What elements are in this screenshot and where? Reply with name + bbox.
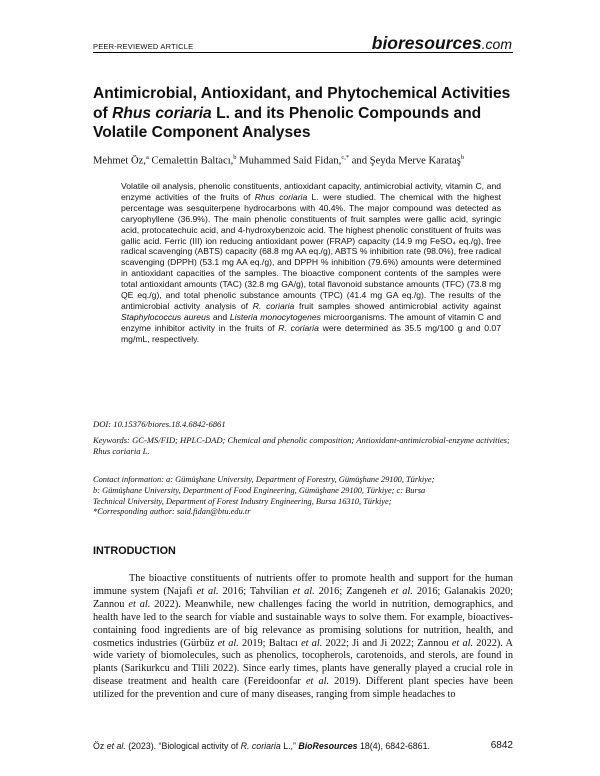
abstract [121,181,501,345]
abstract-species: Staphylococcus aureus [121,311,211,322]
abstract-species: Rhus coriaria [254,191,308,202]
intro-text: 2022; Ji and Ji 2022; Zannou [322,637,452,649]
section-heading-introduction: INTRODUCTION [93,545,176,557]
abstract-species: R. coriaria [252,300,295,311]
intro-text: 2022). A wide variety of biomolecules, such as phenolics, tocopherols, carotenoids, and sterols, are found in plants (Sarikurkcu and Tlili 2022). Since early times, plants have generally played a crucial role in disease treatment and health care (Fereidoonfar [93,637,513,688]
keywords: Keywords: GC-MS/FID; HPLC-DAD; Chemical and phenolic composition; Antioxidant-antimicrobial-enzyme activities; Rhus coriaria L. [93,435,510,456]
page-footer [93,741,513,751]
contact-line: Contact information: a: Gümüşhane University, Department of Forestry, Gümüşhane 29100, Türkiye; [93,475,435,484]
brand-suffix: .com [481,36,512,52]
abstract-text: fruit samples showed antimicrobial activity against [294,300,501,311]
contact-information [93,475,513,518]
footer-citation: 18(4), 6842-6861. [357,741,430,751]
footer-citation: L.,” [280,741,299,751]
contact-line: Technical University, Department of Forest Industry Engineering, Bursa 16310, Türkiye; [93,496,392,506]
intro-text: The bioactive constituents of nutrients offer to promote health and support for the human immune system (Najafi [93,573,513,597]
citation-etal: et al. [196,585,219,597]
footer-citation: Öz [93,741,107,751]
citation-etal: et al. [451,637,474,649]
footer-citation: et al. [106,741,126,751]
citation-etal: et al. [305,676,330,688]
intro-text: 2016; Tahvilian [218,585,293,597]
intro-text: 2022). Meanwhile, new challenges facing the world in nutrition, demographics, and health have led to the search for viable and sustainable ways to solve them. For example, bioactives-containing food ingredients are of big relevance as promising solutions for nutrition, health, and cosmetics industries (Gürbüz [93,598,514,649]
author-3-affil: c,* [341,154,350,161]
abstract-text: were determined as 35.5 mg/100 g and 0.07 mg/mL, respectively. [121,322,501,344]
intro-text: 2016; Galanakis 2020; Zannou [93,585,514,610]
introduction-paragraph [93,573,513,702]
citation-etal: et al. [292,585,315,597]
title-line1: Antimicrobial, Antioxidant, and Phytochemical Activities [93,85,511,102]
intro-text: 2016; Zangeneh [314,585,391,597]
author-2: Cemalettin Baltacı, [148,155,234,167]
citation-etal: et al. [301,637,323,649]
author-4-affil: b [460,154,465,161]
title-line3: Volatile Component Analyses [93,124,311,141]
abstract-text: Volatile oil analysis, phenolic constituents, antioxidant capacity, antimicrobial activity, vitamin C, and enzyme activities of the fruits of [121,181,501,202]
author-3: Muhammed Said Fidan, [236,155,342,167]
citation-etal: et al. [390,585,413,597]
intro-text: 2019). Different plant species have been utilized for the prevention and cure of many diseases, ranging from simple headaches to [93,676,513,701]
intro-text: 2019; Baltacı [238,637,302,649]
author-4: and Şeyda Merve Karataş [349,155,461,167]
running-header-label: PEER-REVIEWED ARTICLE [93,42,194,51]
abstract-text: microorganisms. The amount of vitamin C and enzyme inhibitor activity in the fruits of [121,311,502,333]
article-title [93,84,533,143]
abstract-text: L. were studied. The chemical with the highest percentage was sesquiterpene hydrocarbons with 40.4%. The major compound was detected as caryophyllene (36.9%). The main phenolic constituents of fruit samples were gallic acid, syringic acid, protocatechuic acid, and 4-hydroxybenzoic acid. The highest phenolic constituent of fruits was gallic acid. Ferric (III) ion reducing antioxidant power (FRAP) capacity (14.9 mg FeSO₄ eq./g), free radical scavenging (ABTS) capacity (68.8 mg AA eq./g), ABTS % inhibition rate (98.0%), free radical scavenging (DPPH) (53.1 mg AA eq./g), and DPPH % inhibition (79.6%) amounts were determined in antioxidant capacities of the samples. The bioactive component contents of the samples were total antioxidant amounts (TAC) (32.8 mg GA/g), total flavonoid substance amounts (TFC) (73.8 mg QE eq./g), and total phenolic substance amounts (TPC) (41.4 mg GA eq./g). The results of the antimicrobial activity analysis of [121,191,502,311]
abstract-species: Listeria monocytogenes [229,311,321,322]
contact-line: b: Gümüşhane University, Department of Food Engineering, Gümüşhane 29100, Türkiye; c: Bursa [93,485,426,495]
author-1: Mehmet Öz, [93,155,146,167]
title-line2-post: L. and its Phenolic Compounds and [211,104,482,122]
title-species: Rhus coriaria [112,104,212,122]
citation-etal: et al. [128,598,151,610]
footer-citation: (2023). “Biological activity of [125,741,241,751]
citation-etal: et al. [217,637,239,649]
author-2-affil: b [233,154,237,161]
footer-journal: BioResources [298,741,358,751]
abstract-species: R. coriaria [278,322,319,333]
footer-citation: R. coriaria [240,741,281,751]
brand-main: bioresources [371,33,482,53]
author-1-affil: a [145,154,149,161]
corresponding-author: *Corresponding author: said.fidan@btu.edu.tr [93,507,251,517]
title-line2-pre: of [93,104,113,122]
doi-link[interactable]: DOI: 10.15376/biores.18.4.6842-6861 [93,419,226,429]
author-list [93,154,533,167]
page-number: 6842 [490,740,513,751]
journal-brand [372,33,512,54]
abstract-text: and [210,311,230,322]
